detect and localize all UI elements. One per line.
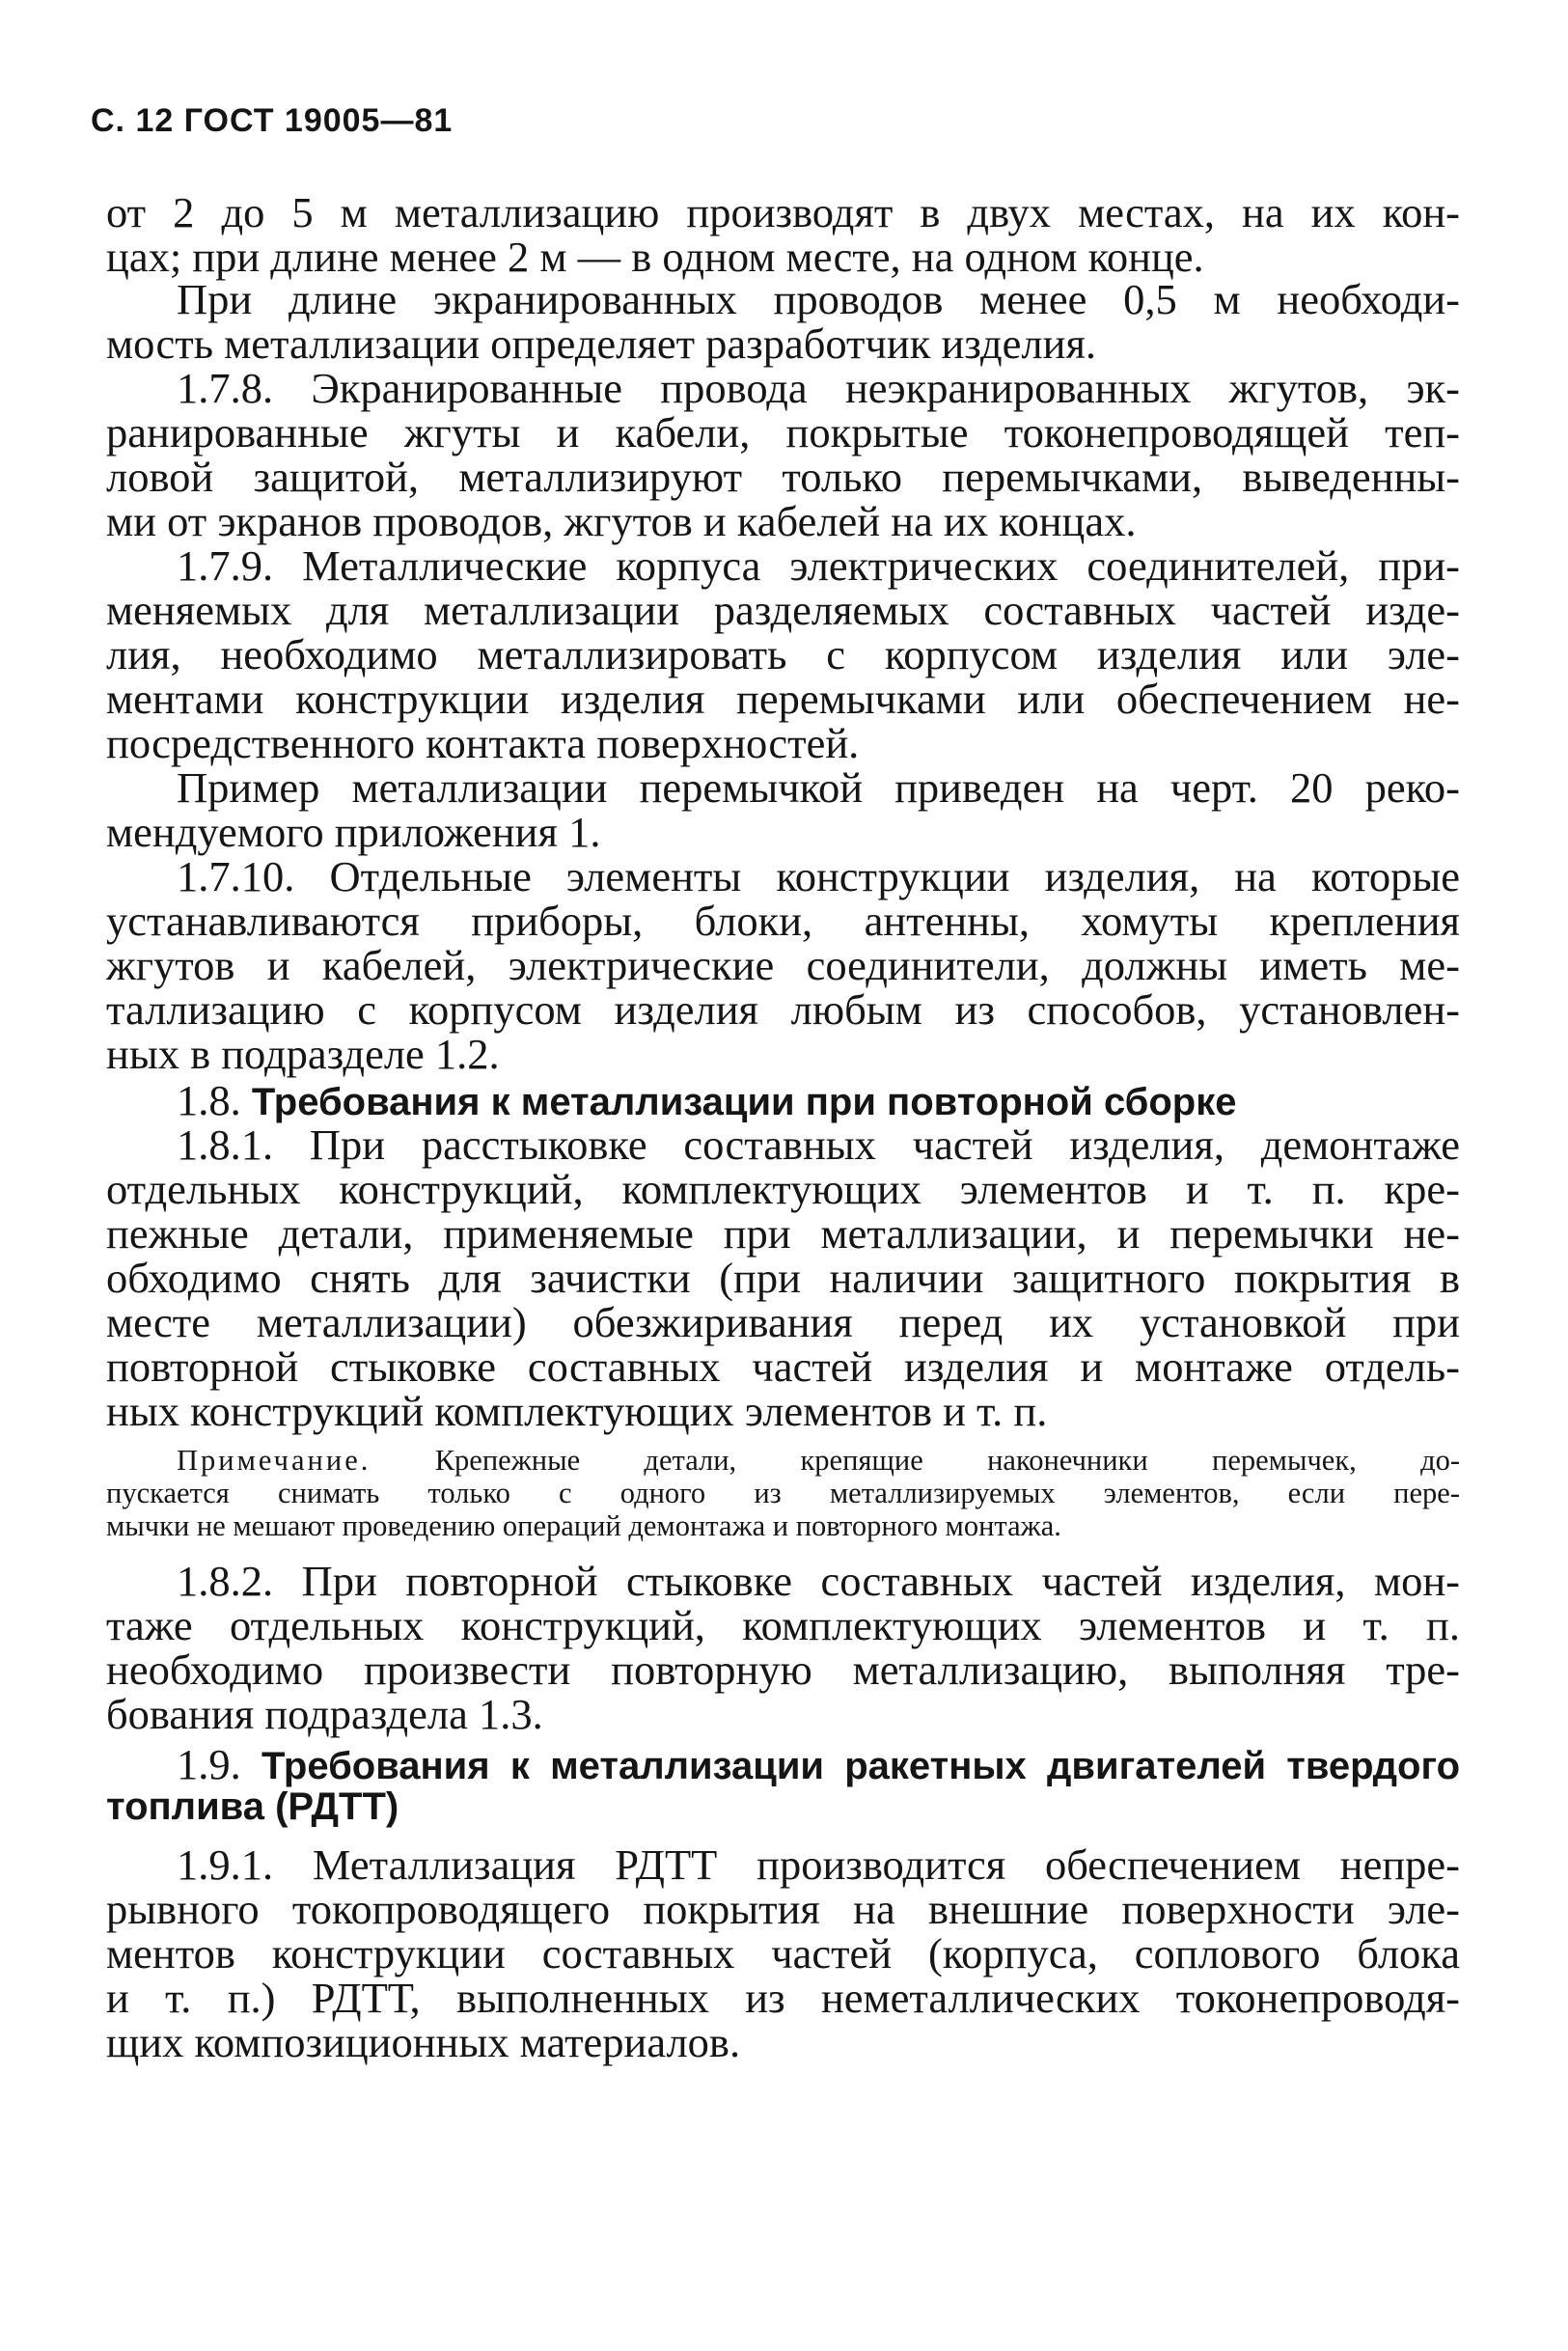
text-line: 1.8.2. При повторной стыковке составных частей изделия, мон- <box>177 1557 1460 1605</box>
text-line: мость металлизации определяет разработчик изделия. <box>106 319 1097 368</box>
text-line: отдельных конструкций, комплектующих элементов и т. п. кре- <box>106 1165 1460 1213</box>
section-title: Требования к металлизации при повторной сборке <box>251 1081 1237 1123</box>
text-line: щих композиционных материалов. <box>106 2018 741 2066</box>
section-heading <box>177 1740 1461 1788</box>
text-line: 1.7.8. Экранированные провода неэкранированных жгутов, эк- <box>177 364 1460 412</box>
note-line: пускается снимать только с одного из металлизируемых элементов, если пере- <box>106 1477 1460 1509</box>
text-line: ных в подразделе 1.2. <box>106 1030 500 1078</box>
text-line: 1.9.1. Металлизация РДТТ производится обеспечением непре- <box>177 1840 1460 1889</box>
text-line: ных конструкций комплектующих элементов и т. п. <box>106 1387 1048 1435</box>
text-line: ментами конструкции изделия перемычками или обеспечением не- <box>106 675 1460 723</box>
text-line: рывного токопроводящего покрытия на внешние поверхности эле- <box>106 1885 1460 1933</box>
text-line: от 2 до 5 м металлизацию производят в двух местах, на их кон- <box>106 188 1460 236</box>
section-title-continued: топлива (РДТТ) <box>106 1785 399 1828</box>
section-title: Требования к металлизации ракетных двигателей твердого <box>261 1745 1461 1787</box>
section-number: 1.8. <box>177 1076 241 1124</box>
text-line: мендуемого приложения 1. <box>106 808 601 856</box>
note-line <box>177 1446 1460 1476</box>
note-label: Примечание. <box>177 1444 371 1477</box>
text-line: пежные детали, применяемые при металлизации, и перемычки не- <box>106 1209 1460 1258</box>
text-line: таже отдельных конструкций, комплектующих элементов и т. п. <box>106 1601 1460 1649</box>
note-line: мычки не мешают проведению операций демонтажа и повторного монтажа. <box>106 1509 1061 1542</box>
section-number: 1.9. <box>177 1740 241 1788</box>
section-heading <box>177 1076 1237 1124</box>
text-line: месте металлизации) обезжиривания перед их установкой при <box>106 1298 1460 1346</box>
text-line: ранированные жгуты и кабели, покрытые токонепроводящей теп- <box>106 408 1460 456</box>
text-line: бования подраздела 1.3. <box>106 1690 543 1738</box>
text-line: При длине экранированных проводов менее 0,5 м необходи- <box>177 275 1460 323</box>
text-line: 1.7.9. Металлические корпуса электрических соединителей, при- <box>177 541 1460 590</box>
text-line: таллизацию с корпусом изделия любым из способов, установлен- <box>106 985 1460 1034</box>
text-line: ментов конструкции составных частей (корпуса, соплового блока <box>106 1929 1460 1978</box>
text-line: 1.8.1. При расстыковке составных частей изделия, демонтаже <box>177 1120 1460 1169</box>
text-line: и т. п.) РДТТ, выполненных из неметаллических токонепроводя- <box>106 1974 1460 2022</box>
text-line: 1.7.10. Отдельные элементы конструкции изделия, на которые <box>177 852 1460 900</box>
text-line: Пример металлизации перемычкой приведен на черт. 20 реко- <box>177 763 1460 812</box>
text-line: посредственного контакта поверхностей. <box>106 719 860 767</box>
text-line: меняемых для металлизации разделяемых составных частей изде- <box>106 586 1460 634</box>
note-text: Крепежные детали, крепящие наконечники перемычек, до- <box>434 1444 1461 1477</box>
text-line: повторной стыковке составных частей изделия и монтаже отдель- <box>106 1342 1460 1391</box>
text-line: жгутов и кабелей, электрические соединители, должны иметь ме- <box>106 941 1460 989</box>
text-line: обходимо снять для зачистки (при наличии защитного покрытия в <box>106 1254 1460 1302</box>
text-line: ловой защитой, металлизируют только перемычками, выведенны- <box>106 453 1460 501</box>
text-line: лия, необходимо металлизировать с корпусом изделия или эле- <box>106 630 1460 678</box>
page-header: С. 12 ГОСТ 19005—81 <box>91 102 454 139</box>
text-line: необходимо произвести повторную металлизацию, выполняя тре- <box>106 1646 1460 1694</box>
text-line: устанавливаются приборы, блоки, антенны, хомуты крепления <box>106 897 1460 945</box>
text-line: ми от экранов проводов, жгутов и кабелей на их концах. <box>106 497 1137 545</box>
text-line: цах; при длине менее 2 м — в одном месте, на одном конце. <box>106 233 1204 281</box>
